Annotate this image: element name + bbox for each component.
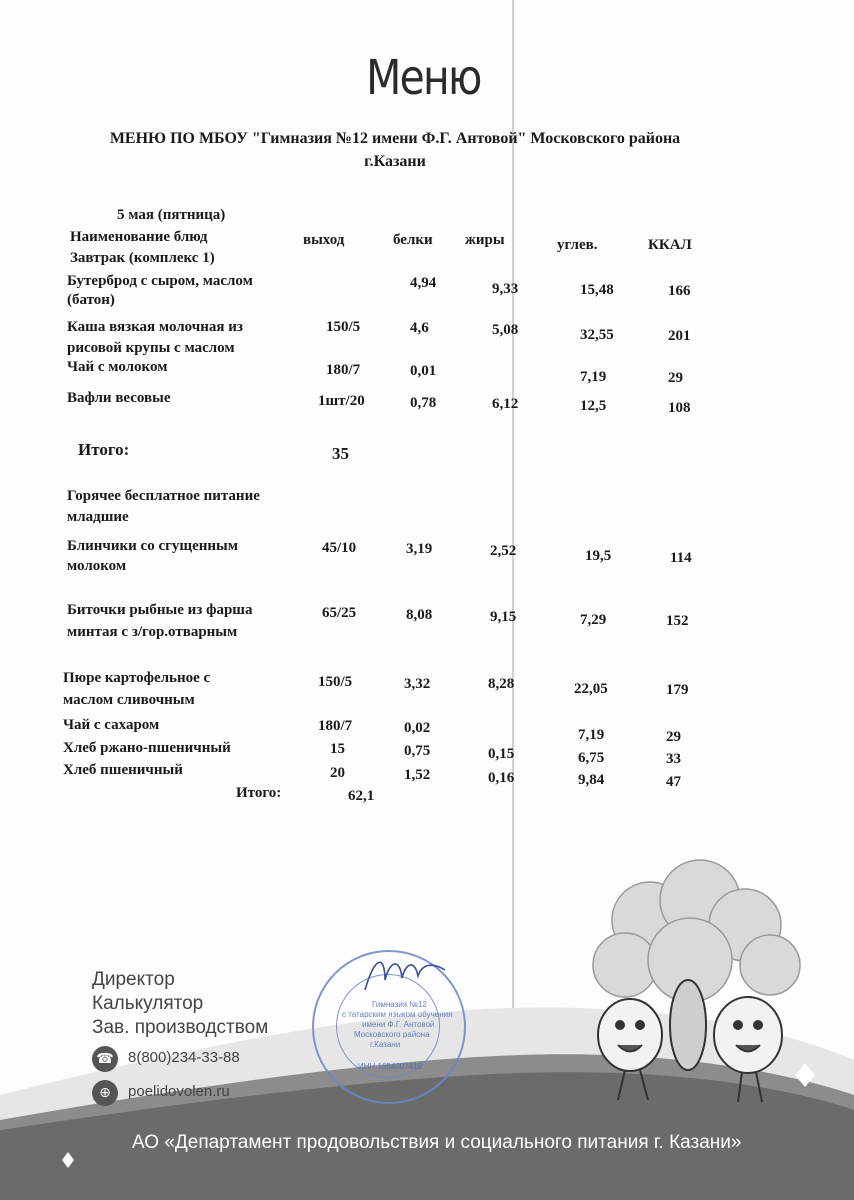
section2-total-value: 62,1 [348, 788, 375, 804]
dish-output: 45/10 [322, 540, 357, 556]
phone-icon: ☎ [92, 1046, 118, 1072]
dish-fats: 8,28 [488, 676, 515, 692]
dish-output: 1шт/20 [318, 393, 365, 409]
dish-proteins: 0,02 [404, 720, 431, 736]
dish-carbs: 32,55 [580, 327, 614, 343]
dish-carbs: 22,05 [574, 681, 608, 697]
dish-name: Вафли весовые [67, 390, 171, 406]
section2-title: Горячее бесплатное питание [67, 488, 260, 504]
dish-proteins: 4,94 [410, 275, 437, 291]
dish-name-cont: (батон) [67, 292, 115, 308]
header-fats: жиры [465, 232, 505, 248]
dish-carbs: 15,48 [580, 282, 614, 298]
header-proteins: белки [393, 232, 433, 248]
footer-role-calculator: Калькулятор [92, 993, 204, 1014]
dish-name: Биточки рыбные из фарша [67, 602, 253, 618]
dish-kcal: 166 [668, 283, 691, 299]
dish-output: 15 [330, 741, 345, 757]
stamp-text: с татарским языком обучения [342, 1010, 453, 1019]
tree-illustration-icon [593, 860, 800, 1002]
globe-icon: ⊕ [92, 1080, 118, 1106]
dish-name: Чай с сахаром [63, 717, 160, 733]
footer-role-production: Зав. производством [92, 1017, 269, 1038]
dish-name-cont: минтая с з/гор.отварным [67, 624, 238, 640]
stamp-text: ИНН 1654007419 [358, 1062, 423, 1071]
section2-total-label: Итого: [236, 785, 282, 801]
footer-phone[interactable]: 8(800)234-33-88 [128, 1049, 240, 1066]
dish-carbs: 12,5 [580, 398, 607, 414]
stamp-text: Гимназия №12 [372, 1000, 427, 1009]
header-carbs: углев. [557, 237, 598, 253]
dish-output: 150/5 [318, 674, 353, 690]
header-output: выход [303, 232, 345, 248]
dish-kcal: 201 [668, 328, 691, 344]
dish-output: 180/7 [318, 718, 353, 734]
dish-proteins: 4,6 [410, 320, 429, 336]
dish-name-cont: молоком [67, 558, 127, 574]
dish-output: 20 [330, 765, 345, 781]
dish-carbs: 9,84 [578, 772, 605, 788]
dish-fats: 2,52 [490, 543, 517, 559]
footer-role-director: Директор [92, 969, 175, 990]
dish-name: Пюре картофельное с [63, 670, 211, 686]
dish-fats: 0,15 [488, 746, 515, 762]
dish-proteins: 3,19 [406, 541, 433, 557]
section1-total-label: Итого: [78, 440, 130, 459]
page-title-line2: г.Казани [364, 153, 426, 170]
section1-total-value: 35 [332, 444, 349, 463]
dish-fats: 9,33 [492, 281, 519, 297]
dish-fats: 5,08 [492, 322, 519, 338]
dish-carbs: 7,19 [580, 369, 607, 385]
dish-name-cont: маслом сливочным [63, 692, 195, 708]
stamp-text: г.Казани [370, 1040, 401, 1049]
page-title-line1: МЕНЮ ПО МБОУ "Гимназия №12 имени Ф.Г. Антовой" Московского района [109, 130, 681, 147]
dish-proteins: 3,32 [404, 676, 431, 692]
dish-name: Хлеб пшеничный [63, 762, 183, 778]
dish-carbs: 19,5 [585, 548, 612, 564]
dish-carbs: 7,19 [578, 727, 605, 743]
footer-website[interactable]: poelidovolen.ru [128, 1083, 230, 1100]
dish-kcal: 29 [668, 370, 683, 386]
dish-name: Блинчики со сгущенным [67, 538, 238, 554]
dish-output: 65/25 [322, 605, 357, 621]
dish-proteins: 0,78 [410, 395, 437, 411]
dish-proteins: 0,75 [404, 743, 431, 759]
dish-carbs: 7,29 [580, 612, 607, 628]
section1-title: Завтрак (комплекс 1) [70, 250, 215, 266]
signature-icon [360, 950, 450, 1000]
dish-name: Каша вязкая молочная из [67, 319, 243, 335]
dish-kcal: 33 [666, 751, 681, 767]
stamp-text: Московского района [354, 1030, 430, 1039]
header-name: Наименование блюд [70, 229, 208, 245]
dish-output: 150/5 [326, 319, 361, 335]
dish-kcal: 152 [666, 613, 689, 629]
dish-name: Хлеб ржано-пшеничный [63, 740, 231, 756]
dish-name: Чай с молоком [67, 359, 168, 375]
dish-name-cont: рисовой крупы с маслом [67, 340, 235, 356]
section2-subtitle: младшие [67, 509, 129, 525]
dish-fats: 0,16 [488, 770, 515, 786]
menu-date: 5 мая (пятница) [117, 207, 226, 223]
dish-fats: 6,12 [492, 396, 519, 412]
dish-proteins: 1,52 [404, 767, 431, 783]
dish-fats: 9,15 [490, 609, 517, 625]
dish-name: Бутерброд с сыром, маслом [67, 273, 253, 289]
footer-company: АО «Департамент продовольствия и социального питания г. Казани» [132, 1132, 742, 1153]
dish-kcal: 179 [666, 682, 689, 698]
stamp-text: имени Ф.Г. Антовой [362, 1020, 435, 1029]
dish-output: 180/7 [326, 362, 361, 378]
dish-carbs: 6,75 [578, 750, 605, 766]
dish-kcal: 108 [668, 400, 691, 416]
dish-kcal: 47 [666, 774, 681, 790]
header-kcal: ККАЛ [648, 237, 692, 253]
dish-kcal: 29 [666, 729, 681, 745]
handwritten-title: Меню [366, 50, 481, 106]
dish-proteins: 0,01 [410, 363, 437, 379]
dish-proteins: 8,08 [406, 607, 433, 623]
dish-kcal: 114 [670, 550, 692, 566]
